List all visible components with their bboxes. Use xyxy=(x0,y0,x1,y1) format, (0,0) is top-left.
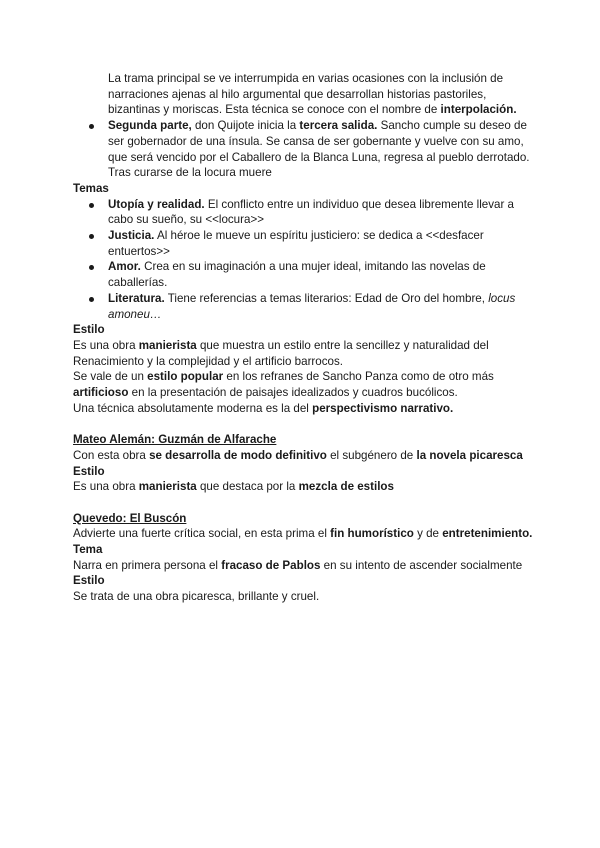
bold-term: interpolación. xyxy=(440,103,517,117)
bullet-list-parts xyxy=(73,118,533,165)
spacer xyxy=(73,495,533,511)
estilo-paragraph-2: Se vale de un estilo popular en los refranes de Sancho Panza como de otro más artificioso en la presentación de paisajes idealizados y cuadros bucólicos. xyxy=(73,370,494,400)
bullet-icon xyxy=(89,203,94,208)
segunda-extra-line: Tras curarse de la locura muere xyxy=(108,166,272,180)
list-item: Utopía y realidad. El conflicto entre un individuo que desea libremente llevar a cabo su sueño, su <<locura>> xyxy=(73,197,533,228)
document-body xyxy=(73,71,533,605)
heading-estilo: Estilo xyxy=(73,464,105,478)
list-item: Literatura. Tiene referencias a temas literarios: Edad de Oro del hombre, locus amoneu… xyxy=(73,291,533,322)
bullet-icon xyxy=(89,297,94,302)
bullet-icon xyxy=(89,265,94,270)
list-item: Segunda parte, don Quijote inicia la tercera salida. Sancho cumple su deseo de ser gobernador de una ínsula. Se cansa de ser gobernante y vuelve con su amo, que será vencido por el Caballero de la Blanca Luna, regresa al pueblo derrotado. xyxy=(73,118,533,165)
list-item: Amor. Crea en su imaginación a una mujer ideal, imitando las novelas de caballerías. xyxy=(73,259,533,290)
quevedo-paragraph-3: Se trata de una obra picaresca, brillante y cruel. xyxy=(73,590,320,604)
bold-term: tercera salida. xyxy=(299,119,378,133)
bold-term: Segunda parte, xyxy=(108,119,192,133)
quevedo-paragraph-1: Advierte una fuerte crítica social, en esta prima el fin humorístico y de entretenimiento. xyxy=(73,527,533,541)
section-title-quevedo: Quevedo: El Buscón xyxy=(73,511,187,525)
aleman-paragraph-1: Con esta obra se desarrolla de modo definitivo el subgénero de la novela picaresca xyxy=(73,448,523,462)
bullet-icon xyxy=(89,234,94,239)
heading-tema: Tema xyxy=(73,543,103,557)
section-title-aleman: Mateo Alemán: Guzmán de Alfarache xyxy=(73,433,277,447)
bullet-list-temas xyxy=(73,197,533,323)
aleman-paragraph-2: Es una obra manierista que destaca por la mezcla de estilos xyxy=(73,480,394,494)
heading-temas: Temas xyxy=(73,181,109,195)
estilo-paragraph-3: Una técnica absolutamente moderna es la del perspectivismo narrativo. xyxy=(73,401,454,415)
continuation-paragraph xyxy=(73,71,533,118)
spacer xyxy=(73,416,533,432)
paragraph-text: La trama principal se ve interrumpida en varias ocasiones con la inclusión de narraciones ajenas al hilo argumental que desarrollan historias pastoriles, bizantinas y moriscas. Esta técnica se conoce con el nombre de xyxy=(108,72,504,117)
list-item: Justicia. Al héroe le mueve un espíritu justiciero: se dedica a <<desfacer entuertos>> xyxy=(73,228,533,259)
bullet-icon xyxy=(89,124,94,129)
heading-estilo: Estilo xyxy=(73,323,105,337)
heading-estilo: Estilo xyxy=(73,574,105,588)
estilo-paragraph-1: Es una obra manierista que muestra un estilo entre la sencillez y naturalidad del Renacimiento y la complejidad y el artificio barrocos. xyxy=(73,338,489,368)
quevedo-paragraph-2: Narra en primera persona el fracaso de Pablos en su intento de ascender socialmente xyxy=(73,558,523,572)
